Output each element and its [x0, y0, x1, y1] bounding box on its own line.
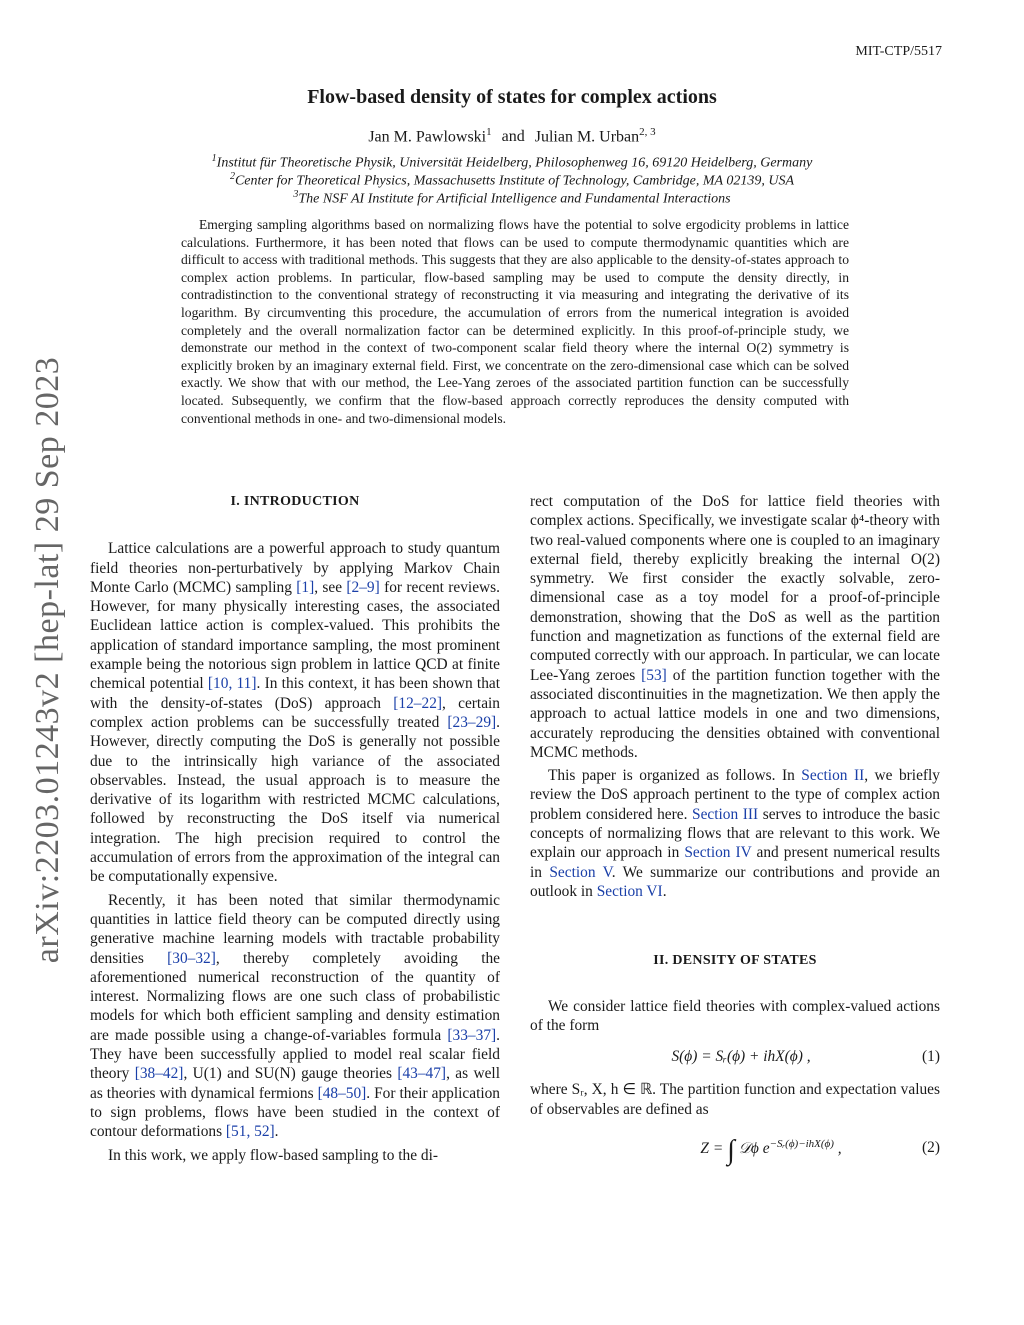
section-heading-introduction: I. INTRODUCTION	[230, 494, 360, 509]
equation-2-exponent: −Sᵣ(ϕ)−ihX(ϕ)	[769, 1138, 834, 1151]
text-segment: . However, directly computing the DoS is generally not possible due to the intrinsically high variance of the associated observables. Instead, the usual approach is to measure the derivative of its logarithm with restricted MCMC calculations, followed by reconstructing the DoS itself via numerical integration. The high precision required to control the accumulation of errors from the approximation of the integral can be computationally expensive.	[90, 713, 500, 886]
dos-paragraph-1: We consider lattice field theories with complex-valued actions of the form	[530, 997, 940, 1034]
text-segment: This paper is organized as follows. In	[548, 767, 802, 785]
citation-link[interactable]: [43–47]	[397, 1065, 447, 1083]
text-segment: and present numerical results in	[530, 844, 941, 881]
equation-2-tail: ,	[833, 1140, 842, 1158]
text-segment: , certain complex action problems can be successfully treated	[90, 694, 501, 731]
paper-title: Flow-based density of states for complex actions	[307, 86, 717, 108]
equation-2-body	[700, 1135, 842, 1167]
citation-link[interactable]: Section III	[692, 805, 759, 823]
text-segment: . We summarize our contributions and provide an outlook in	[530, 863, 940, 900]
text-segment: Recently, it has been noted that similar thermodynamic quantities in lattice field theory can be computed directly using generative machine learning models with tractable probability densities	[90, 891, 500, 967]
author-1-affil: 1	[486, 126, 492, 138]
left-column	[90, 492, 500, 1169]
text-segment: .	[662, 882, 667, 900]
equation-2-number: (2)	[922, 1139, 940, 1157]
affiliation-3	[0, 189, 1024, 208]
citation-link[interactable]: [38–42]	[134, 1065, 184, 1083]
affiliation-1-text: Institut für Theoretische Physik, Universität Heidelberg, Philosophenweg 16, 69120 Heidelberg, Germany	[216, 155, 813, 171]
intro-paragraph-2	[90, 891, 500, 1142]
citation-link[interactable]: Section IV	[684, 844, 752, 862]
affiliation-2-marker: 2	[229, 171, 235, 182]
text-segment: , see	[314, 578, 347, 596]
intro-paragraph-continued	[530, 492, 940, 762]
report-number: MIT-CTP/5517	[855, 44, 942, 59]
citation-link[interactable]: [2–9]	[346, 578, 380, 596]
dos-paragraph-2: where Sᵣ, X, h ∈ ℝ. The partition function and expectation values of observables are defined as	[530, 1081, 940, 1118]
text-segment: , thereby completely avoiding the aforementioned numerical reconstruction of the quantity of interest. Normalizing flows are one such class of probabilistic models for which both efficient sampling and density estimation are made possible using a change-of-variables formula	[90, 949, 500, 1044]
text-segment: . In this context, it has been shown that with the density-of-states (DoS) approach	[90, 675, 501, 712]
author-2-affil: 2, 3	[639, 126, 656, 138]
citation-link[interactable]: [33–37]	[447, 1026, 497, 1044]
integral-symbol: ∫	[727, 1135, 735, 1167]
intro-paragraph-1	[90, 539, 500, 886]
text-segment: .	[274, 1123, 279, 1141]
citation-link[interactable]: [51, 52]	[225, 1123, 275, 1141]
text-segment: , we briefly review the DoS approach pertinent to the type of complex action problem considered here.	[530, 767, 940, 823]
author-2: Julian M. Urban	[534, 128, 640, 146]
citation-link[interactable]: [12–22]	[393, 694, 443, 712]
intro-paragraph-3: In this work, we apply flow-based sampling to the di-	[108, 1146, 438, 1164]
intro-paragraph-outline	[530, 766, 940, 901]
affiliation-1	[0, 153, 1024, 172]
citation-link[interactable]: Section V	[549, 863, 612, 881]
section-heading-density-of-states: II. DENSITY OF STATES	[653, 953, 817, 969]
right-column	[530, 492, 941, 1167]
citation-link[interactable]: Section II	[801, 767, 865, 785]
text-segment: of the partition function together with the associated discontinuities in the magnetization. We then apply the approach to actual lattice models in one and two dimensions, accurately reproducing the densities obtained with conventional MCMC methods.	[530, 666, 940, 761]
citation-link[interactable]: [1]	[296, 578, 315, 596]
equation-1-body: S(ϕ) = Sᵣ(ϕ) + ihX(ϕ) ,	[671, 1048, 811, 1066]
text-segment: Lattice calculations are a powerful approach to study quantum field theories non-perturbatively by applying Markov Chain Monte Carlo (MCMC) sampling	[90, 540, 500, 596]
citation-link[interactable]: [23–29]	[447, 713, 497, 731]
citation-link[interactable]: [48–50]	[317, 1084, 367, 1102]
equation-2-lhs: Z =	[700, 1140, 724, 1158]
affiliation-3-text: The NSF AI Institute for Artificial Intelligence and Fundamental Interactions	[298, 191, 731, 207]
arxiv-identifier: arXiv:2203.01243v2 [hep-lat] 29 Sep 2023	[29, 356, 66, 964]
citation-link[interactable]: [53]	[641, 666, 667, 684]
equation-2	[530, 1135, 940, 1167]
author-conjunction: and	[501, 128, 525, 146]
author-1: Jan M. Pawlowski	[368, 128, 487, 146]
text-segment: , U(1) and SU(N) gauge theories	[183, 1065, 398, 1083]
equation-1-number: (1)	[922, 1048, 940, 1066]
text-segment: . For their application to sign problems, flows have been studied in the context of contour deformations	[90, 1084, 501, 1141]
text-segment: , as well as theories with dynamical fermions	[90, 1065, 500, 1102]
arxiv-sidebar	[28, 290, 68, 1030]
citation-link[interactable]: [10, 11]	[207, 675, 257, 693]
affiliation-2	[0, 171, 1024, 190]
abstract: Emerging sampling algorithms based on normalizing flows have the potential to solve ergodicity problems in lattice calculations. Furthermore, it has been noted that flows can be used to compute thermodynamic quantities which are difficult to access with traditional methods. This suggests that they are also applicable to the density-of-states approach to complex action problems. In particular, flow-based sampling may be used to compute the density directly, in contradistinction to the conventional strategy of reconstructing it via measuring and integrating the derivative of its logarithm. By circumventing this procedure, the accumulation of errors from the numerical integration is avoided completely and the overall normalization factor can be determined explicitly. In this proof-of-principle study, we demonstrate our method in the context of two-component scalar field theory where the internal O(2) symmetry is explicitly broken by an imaginary external field. First, we concentrate on the zero-dimensional case which can be solved exactly. We show that with our method, the Lee-Yang zeroes of the associated partition function can be successfully located. Subsequently, we confirm that the flow-based approach correctly reproduces the density computed with conventional methods in one- and two-dimensional models.	[181, 217, 849, 426]
text-segment: for recent reviews. However, for many physically interesting cases, the associated Euclidean lattice action is complex-valued. This prohibits the application of standard importance sampling, the most prominent example being the notorious sign problem in lattice QCD at finite chemical potential	[90, 578, 500, 693]
author-line	[0, 126, 1024, 146]
citation-link[interactable]: Section VI	[596, 882, 663, 900]
affiliation-2-text: Center for Theoretical Physics, Massachusetts Institute of Technology, Cambridge, MA 02139, USA	[234, 173, 795, 189]
text-segment: rect computation of the DoS for lattice field theories with complex actions. Specifically, we investigate scalar ϕ⁴-theory with two real-valued components where one is coupled to an imaginary external field, thereby explicitly breaking the internal O(2) symmetry. We first consider the exactly solvable, zero-dimensional case as a toy model for a proof-of-principle demonstration, showing that the DoS as well as the partition function and magnetization as functions of the external field are computed correctly with our approach. In particular, we can locate Lee-Yang zeroes	[530, 493, 940, 684]
citation-link[interactable]: [30–32]	[167, 949, 216, 967]
text-segment: serves to introduce the basic concepts of normalizing flows that are relevant to this work. We explain our approach in	[530, 805, 941, 862]
equation-1	[530, 1047, 940, 1066]
affiliation-1-marker: 1	[211, 153, 217, 164]
text-segment: . They have been successfully applied to model real scalar field theory	[90, 1026, 500, 1083]
affiliation-3-marker: 3	[293, 189, 299, 200]
equation-2-integrand: 𝒟ϕ e	[738, 1140, 770, 1158]
